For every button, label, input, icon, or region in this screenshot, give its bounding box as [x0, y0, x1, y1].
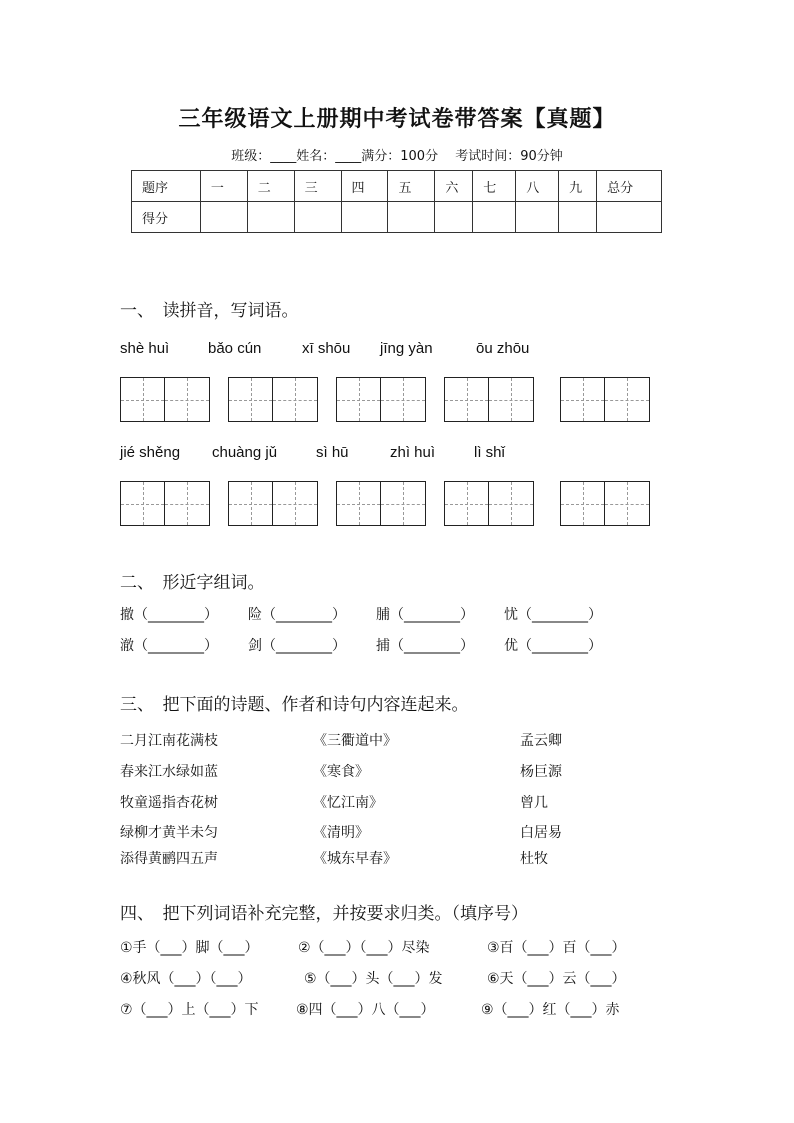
idiom-blank[interactable]: ③百（___）百（___） [487, 940, 626, 956]
score-header-cell: 二 [247, 171, 294, 202]
word-blank[interactable]: 捕（________） [376, 638, 474, 654]
score-cell[interactable] [473, 202, 516, 233]
score-header-cell: 八 [516, 171, 559, 202]
word-blank[interactable]: 优（________） [504, 638, 602, 654]
pinyin: sì hū [316, 444, 349, 461]
word-blank[interactable]: 剑（________） [248, 638, 346, 654]
score-cell[interactable] [294, 202, 341, 233]
page-title: 三年级语文上册期中考试卷带答案【真题】 [178, 106, 616, 132]
score-cell[interactable] [559, 202, 597, 233]
pinyin: zhì huì [390, 444, 436, 461]
poem-line[interactable]: 春来江水绿如蓝 [120, 764, 218, 780]
pinyin: ōu zhōu [476, 340, 530, 357]
tianzige-box[interactable] [336, 377, 426, 422]
idiom-blank[interactable]: ②（___）（___）尽染 [298, 940, 430, 956]
score-header-cell: 题序 [132, 171, 201, 202]
score-cell[interactable] [247, 202, 294, 233]
score-value-row [132, 202, 662, 233]
idiom-blank[interactable]: ⑧四（___）八（___） [296, 1002, 435, 1018]
score-header-cell: 九 [559, 171, 597, 202]
poem-author[interactable]: 曾几 [520, 795, 548, 811]
idiom-blank[interactable]: ⑤（___）头（___）发 [304, 971, 443, 987]
pinyin: xī shōu [302, 340, 351, 357]
score-header-cell: 七 [473, 171, 516, 202]
word-blank[interactable]: 险（________） [248, 607, 346, 623]
pinyin: shè huì [120, 340, 170, 357]
pinyin: jīng yàn [380, 340, 433, 357]
score-header-row [132, 171, 662, 202]
idiom-blank[interactable]: ①手（___）脚（___） [120, 940, 259, 956]
tianzige-box[interactable] [560, 481, 650, 526]
score-cell[interactable] [597, 202, 662, 233]
idiom-blank[interactable]: ④秋风（___）（___） [120, 971, 252, 987]
tianzige-box[interactable] [444, 377, 534, 422]
idiom-blank[interactable]: ⑨（___）红（___）赤 [481, 1002, 620, 1018]
section3-title: 三、 把下面的诗题、作者和诗句内容连起来。 [120, 695, 469, 715]
poem-author[interactable]: 杨巨源 [520, 764, 562, 780]
section1-title: 一、 读拼音，写词语。 [120, 301, 299, 321]
score-table [131, 170, 662, 233]
score-header-cell: 五 [388, 171, 435, 202]
poem-title[interactable]: 《寒食》 [313, 764, 369, 780]
word-blank[interactable]: 澈（________） [120, 638, 218, 654]
pinyin: chuàng jǔ [212, 444, 278, 461]
poem-line[interactable]: 二月江南花满枝 [120, 733, 218, 749]
word-blank[interactable]: 脯（________） [376, 607, 474, 623]
score-header-cell: 总分 [597, 171, 662, 202]
poem-line[interactable]: 牧童遥指杏花树 [120, 795, 218, 811]
tianzige-box[interactable] [228, 481, 318, 526]
poem-line[interactable]: 添得黄鹂四五声 [120, 851, 218, 867]
poem-title[interactable]: 《忆江南》 [313, 795, 383, 811]
poem-title[interactable]: 《三衢道中》 [313, 733, 397, 749]
pinyin: lì shǐ [474, 444, 505, 461]
poem-author[interactable]: 杜牧 [520, 851, 548, 867]
poem-author[interactable]: 白居易 [520, 825, 562, 841]
poem-author[interactable]: 孟云卿 [520, 733, 562, 749]
score-cell[interactable] [341, 202, 388, 233]
tianzige-box[interactable] [120, 481, 210, 526]
score-cell[interactable] [388, 202, 435, 233]
score-cell[interactable] [435, 202, 473, 233]
tianzige-box[interactable] [560, 377, 650, 422]
idiom-blank[interactable]: ⑦（___）上（___）下 [120, 1002, 259, 1018]
score-row-label: 得分 [132, 202, 201, 233]
pinyin: jié shěng [120, 444, 181, 461]
poem-title[interactable]: 《城东早春》 [313, 851, 397, 867]
score-cell[interactable] [200, 202, 247, 233]
score-header-cell: 六 [435, 171, 473, 202]
section4-title: 四、 把下列词语补充完整，并按要求归类。（填序号） [120, 904, 528, 924]
tianzige-box[interactable] [228, 377, 318, 422]
poem-title[interactable]: 《清明》 [313, 825, 369, 841]
exam-info: 班级：____姓名：____满分：100分 考试时间：90分钟 [231, 149, 563, 164]
score-header-cell: 三 [294, 171, 341, 202]
score-header-cell: 四 [341, 171, 388, 202]
word-blank[interactable]: 忧（________） [504, 607, 602, 623]
tianzige-box[interactable] [444, 481, 534, 526]
idiom-blank[interactable]: ⑥天（___）云（___） [487, 971, 626, 987]
word-blank[interactable]: 撤（________） [120, 607, 218, 623]
section2-title: 二、 形近字组词。 [120, 573, 265, 593]
poem-line[interactable]: 绿柳才黄半未匀 [120, 825, 218, 841]
tianzige-box[interactable] [336, 481, 426, 526]
score-header-cell: 一 [200, 171, 247, 202]
score-cell[interactable] [516, 202, 559, 233]
pinyin: bǎo cún [208, 340, 262, 357]
tianzige-box[interactable] [120, 377, 210, 422]
